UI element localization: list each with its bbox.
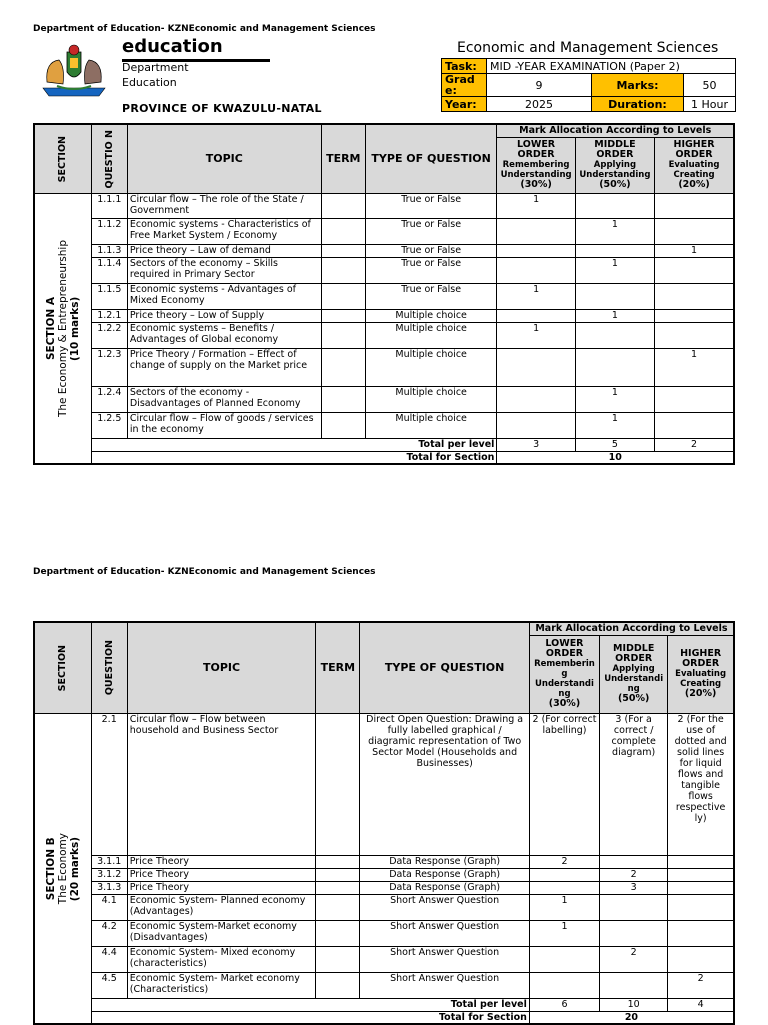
table-row — [34, 386, 734, 412]
grade-value: 9 — [487, 74, 592, 97]
topic-cell: Price Theory / Formation – Effect of change of supply on the Market price — [127, 348, 321, 386]
middle-order-mark: 2 — [600, 946, 668, 972]
question-number: 1.2.4 — [91, 386, 127, 412]
question-type: Multiple choice — [365, 309, 497, 322]
table-row — [34, 713, 734, 855]
question-number: 4.5 — [91, 972, 127, 998]
lower-order-mark: 1 — [529, 894, 599, 920]
higher-order-pct-b: (20%) — [684, 688, 717, 699]
question-type: Data Response (Graph) — [360, 881, 529, 894]
question-number: 4.1 — [91, 894, 127, 920]
topic-cell: Sectors of the economy – Skills required in Primary Sector — [127, 257, 321, 283]
coat-of-arms-logo — [37, 42, 111, 100]
term-cell — [321, 257, 365, 283]
section-marks: (20 marks) — [68, 836, 81, 901]
middle-order-title: MIDDLE ORDER — [594, 139, 636, 160]
lower-order-pct: (30%) — [520, 179, 552, 190]
question-type: True or False — [365, 257, 497, 283]
higher-order-mark — [655, 193, 734, 218]
middle-order-mark — [600, 855, 668, 868]
term-cell — [316, 713, 360, 855]
section-b-table — [33, 621, 735, 1025]
middle-order-mark — [600, 894, 668, 920]
topic-cell: Circular flow – Flow between household and Business Sector — [127, 713, 316, 855]
topic-cell: Economic System- Mixed economy (characteristics) — [127, 946, 316, 972]
question-type: Direct Open Question: Drawing a fully labelled graphical / diagramic representation of Two Sector Model (Households and Businesses) — [360, 713, 529, 855]
term-cell — [321, 244, 365, 257]
question-number: 1.1.4 — [91, 257, 127, 283]
question-type: True or False — [365, 283, 497, 309]
department-header: Department of Education- KZNEconomic and Management Sciences — [33, 24, 376, 34]
lower-order-mark — [529, 972, 599, 998]
lower-order-mark: 2 (For correct labelling) — [529, 713, 599, 855]
higher-order-mark — [655, 386, 734, 412]
topic-cell: Economic System-Market economy (Disadvantages) — [127, 920, 316, 946]
higher-order-mark — [668, 920, 734, 946]
term-cell — [321, 309, 365, 322]
topic-cell: Price Theory — [127, 855, 316, 868]
middle-order-header — [575, 137, 654, 193]
higher-order-mark: 2 — [668, 972, 734, 998]
term-cell — [316, 894, 360, 920]
lower-order-title: LOWER ORDER — [517, 139, 556, 160]
total-lower: 3 — [497, 438, 575, 451]
term-cell — [321, 193, 365, 218]
lower-order-mark — [497, 244, 575, 257]
lower-order-mark — [497, 386, 575, 412]
lower-order-mark — [497, 348, 575, 386]
question-header-b — [91, 622, 127, 713]
higher-order-mark — [668, 946, 734, 972]
question-number: 1.1.5 — [91, 283, 127, 309]
question-type: Multiple choice — [365, 386, 497, 412]
lower-order-mark — [497, 309, 575, 322]
section-a-body — [34, 193, 734, 464]
topic-header: TOPIC — [127, 124, 321, 193]
question-type: True or False — [365, 244, 497, 257]
table-row — [34, 283, 734, 309]
term-cell — [316, 972, 360, 998]
section-subtitle: The Economy — [56, 832, 69, 904]
table-row — [34, 855, 734, 868]
term-cell — [316, 868, 360, 881]
total-middle: 10 — [600, 998, 668, 1011]
higher-order-header-b — [668, 635, 734, 713]
lower-order-mark — [497, 257, 575, 283]
term-header-b: TERM — [316, 622, 360, 713]
middle-order-mark: 1 — [575, 386, 654, 412]
mark-allocation-header-b: Mark Allocation According to Levels — [529, 622, 734, 635]
question-type: Multiple choice — [365, 348, 497, 386]
higher-order-title: HIGHER ORDER — [673, 139, 715, 160]
middle-order-mark — [575, 348, 654, 386]
question-type: Short Answer Question — [360, 946, 529, 972]
question-number: 1.2.3 — [91, 348, 127, 386]
middle-order-pct-b: (50%) — [617, 693, 650, 704]
year-label: Year: — [442, 97, 487, 112]
higher-order-mark — [655, 412, 734, 438]
question-number: 4.2 — [91, 920, 127, 946]
lower-order-pct-b: (30%) — [548, 698, 581, 709]
term-cell — [316, 946, 360, 972]
higher-order-title-b: HIGHER ORDER — [680, 648, 722, 669]
question-type: Short Answer Question — [360, 920, 529, 946]
lower-order-mark — [497, 218, 575, 244]
lower-order-mark: 1 — [497, 283, 575, 309]
total-middle: 5 — [575, 438, 654, 451]
topic-cell: Economic System- Market economy (Characteristics) — [127, 972, 316, 998]
higher-order-sub-b: Evaluating Creating — [675, 669, 727, 689]
lower-order-sub: Remembering Understanding — [500, 160, 572, 180]
table-row — [34, 257, 734, 283]
section-label — [45, 240, 81, 417]
higher-order-header — [655, 137, 734, 193]
total-section-row — [34, 451, 734, 464]
task-label: Task: — [442, 59, 487, 74]
type-header-b: TYPE OF QUESTION — [360, 622, 529, 713]
table-row — [34, 946, 734, 972]
table-row — [34, 244, 734, 257]
term-cell — [321, 348, 365, 386]
term-cell — [316, 920, 360, 946]
total-per-level-row — [34, 998, 734, 1011]
topic-cell: Sectors of the economy - Disadvantages of Planned Economy — [127, 386, 321, 412]
table-row — [34, 920, 734, 946]
lower-order-mark — [497, 412, 575, 438]
section-label-cell — [34, 193, 91, 464]
total-higher: 4 — [668, 998, 734, 1011]
table-row — [34, 193, 734, 218]
term-cell — [321, 386, 365, 412]
section-label-cell — [34, 713, 91, 1024]
section-header-text: SECTION — [57, 135, 69, 182]
total-per-level-row — [34, 438, 734, 451]
middle-order-mark — [600, 920, 668, 946]
question-number: 1.2.1 — [91, 309, 127, 322]
question-header-b-text: QUESTION — [103, 640, 115, 696]
question-type: True or False — [365, 193, 497, 218]
term-cell — [316, 855, 360, 868]
subject-title: Economic and Management Sciences — [457, 40, 719, 56]
question-number: 1.1.1 — [91, 193, 127, 218]
section-b-body — [34, 713, 734, 1024]
middle-order-mark: 2 — [600, 868, 668, 881]
section-label — [45, 833, 81, 904]
higher-order-mark — [655, 322, 734, 348]
table-row — [34, 894, 734, 920]
total-section-label: Total for Section — [91, 451, 497, 464]
question-type: True or False — [365, 218, 497, 244]
higher-order-mark: 1 — [655, 244, 734, 257]
total-higher: 2 — [655, 438, 734, 451]
total-per-level-label: Total per level — [91, 438, 497, 451]
duration-label: Duration: — [592, 97, 684, 112]
topic-cell: Price theory – Low of Supply — [127, 309, 321, 322]
logo-department — [122, 60, 189, 90]
lower-order-header-b — [529, 635, 599, 713]
question-number: 1.1.3 — [91, 244, 127, 257]
lower-order-mark: 1 — [529, 920, 599, 946]
term-cell — [321, 412, 365, 438]
section-title: SECTION B — [44, 836, 57, 900]
lower-order-mark: 1 — [497, 322, 575, 348]
table-row — [34, 972, 734, 998]
duration-value: 1 Hour — [684, 97, 736, 112]
middle-order-mark: 3 — [600, 881, 668, 894]
question-number: 3.1.2 — [91, 868, 127, 881]
total-section-row — [34, 1011, 734, 1024]
exam-info-table — [441, 58, 736, 112]
middle-order-mark — [575, 322, 654, 348]
section-subtitle: The Economy & Entrepreneurship — [56, 239, 69, 417]
task-value: MID -YEAR EXAMINATION (Paper 2) — [487, 59, 736, 74]
table-row — [34, 309, 734, 322]
higher-order-sub: Evaluating Creating — [668, 160, 720, 180]
higher-order-mark — [655, 257, 734, 283]
middle-order-mark — [600, 972, 668, 998]
middle-order-mark: 1 — [575, 309, 654, 322]
topic-cell: Price Theory — [127, 868, 316, 881]
question-number: 1.2.2 — [91, 322, 127, 348]
year-value: 2025 — [487, 97, 592, 112]
term-cell — [321, 283, 365, 309]
middle-order-sub: Applying Understanding — [579, 160, 651, 180]
higher-order-mark — [668, 868, 734, 881]
topic-cell: Circular flow – The role of the State / Government — [127, 193, 321, 218]
section-header-b — [34, 622, 91, 713]
term-header: TERM — [321, 124, 365, 193]
topic-cell: Price theory – Law of demand — [127, 244, 321, 257]
middle-order-title-b: MIDDLE ORDER — [613, 643, 655, 664]
question-type: Data Response (Graph) — [360, 868, 529, 881]
lower-order-mark: 1 — [497, 193, 575, 218]
lower-order-mark — [529, 946, 599, 972]
term-cell — [321, 218, 365, 244]
table-row — [34, 218, 734, 244]
grade-label: Grad e: — [442, 74, 487, 97]
section-title: SECTION A — [44, 296, 57, 360]
middle-order-mark: 1 — [575, 218, 654, 244]
total-section-value: 10 — [497, 451, 734, 464]
question-number: 2.1 — [91, 713, 127, 855]
question-type: Short Answer Question — [360, 972, 529, 998]
topic-cell: Circular flow – Flow of goods / services in the economy — [127, 412, 321, 438]
term-cell — [316, 881, 360, 894]
lower-order-sub-b: Rememberin g Understandi ng — [534, 659, 595, 699]
table-row — [34, 348, 734, 386]
term-cell — [321, 322, 365, 348]
middle-order-sub-b: Applying Understandi ng — [604, 664, 664, 694]
type-header: TYPE OF QUESTION — [365, 124, 497, 193]
higher-order-pct: (20%) — [678, 179, 710, 190]
middle-order-mark — [575, 283, 654, 309]
higher-order-mark: 2 (For the use of dotted and solid lines for liquid flows and tangible flows respective ly) — [668, 713, 734, 855]
question-type: Data Response (Graph) — [360, 855, 529, 868]
topic-cell: Economic System- Planned economy (Advantages) — [127, 894, 316, 920]
topic-header-b: TOPIC — [127, 622, 316, 713]
question-number: 3.1.3 — [91, 881, 127, 894]
middle-order-pct: (50%) — [599, 179, 631, 190]
province-name: PROVINCE OF KWAZULU-NATAL — [122, 102, 322, 115]
lower-order-mark: 2 — [529, 855, 599, 868]
question-number: 1.1.2 — [91, 218, 127, 244]
topic-cell: Economic systems - Characteristics of Free Market System / Economy — [127, 218, 321, 244]
marks-label: Marks: — [592, 74, 684, 97]
higher-order-mark — [655, 309, 734, 322]
question-type: Short Answer Question — [360, 894, 529, 920]
total-section-label: Total for Section — [91, 1011, 529, 1024]
section-marks: (10 marks) — [68, 296, 81, 361]
topic-cell: Economic systems – Benefits / Advantages of Global economy — [127, 322, 321, 348]
logo-line-2: Education — [122, 76, 177, 89]
table-row — [34, 322, 734, 348]
table-row — [34, 868, 734, 881]
table-row — [34, 412, 734, 438]
question-number: 1.2.5 — [91, 412, 127, 438]
table-row — [34, 881, 734, 894]
higher-order-mark — [655, 218, 734, 244]
total-per-level-label: Total per level — [91, 998, 529, 1011]
higher-order-mark — [668, 894, 734, 920]
total-lower: 6 — [529, 998, 599, 1011]
middle-order-mark — [575, 193, 654, 218]
higher-order-mark — [668, 855, 734, 868]
question-number: 4.4 — [91, 946, 127, 972]
middle-order-mark — [575, 244, 654, 257]
middle-order-mark: 1 — [575, 257, 654, 283]
lower-order-title-b: LOWER ORDER — [545, 638, 584, 659]
middle-order-mark: 1 — [575, 412, 654, 438]
question-type: Multiple choice — [365, 412, 497, 438]
question-header-text: QUESTIO N — [103, 129, 115, 188]
higher-order-mark: 1 — [655, 348, 734, 386]
section-header — [34, 124, 91, 193]
middle-order-header-b — [600, 635, 668, 713]
mark-allocation-header: Mark Allocation According to Levels — [497, 124, 734, 137]
section-header-b-text: SECTION — [57, 644, 69, 691]
question-type: Multiple choice — [365, 322, 497, 348]
lower-order-mark — [529, 881, 599, 894]
question-number: 3.1.1 — [91, 855, 127, 868]
topic-cell: Economic systems - Advantages of Mixed Economy — [127, 283, 321, 309]
topic-cell: Price Theory — [127, 881, 316, 894]
total-section-value: 20 — [529, 1011, 734, 1024]
department-header-2: Department of Education- KZNEconomic and Management Sciences — [33, 567, 376, 577]
lower-order-header — [497, 137, 575, 193]
question-header — [91, 124, 127, 193]
logo-title: education — [122, 36, 223, 57]
marks-value: 50 — [684, 74, 736, 97]
higher-order-mark — [668, 881, 734, 894]
lower-order-mark — [529, 868, 599, 881]
logo-line-1: Department — [122, 61, 189, 74]
higher-order-mark — [655, 283, 734, 309]
section-a-table — [33, 123, 735, 465]
middle-order-mark: 3 (For a correct / complete diagram) — [600, 713, 668, 855]
